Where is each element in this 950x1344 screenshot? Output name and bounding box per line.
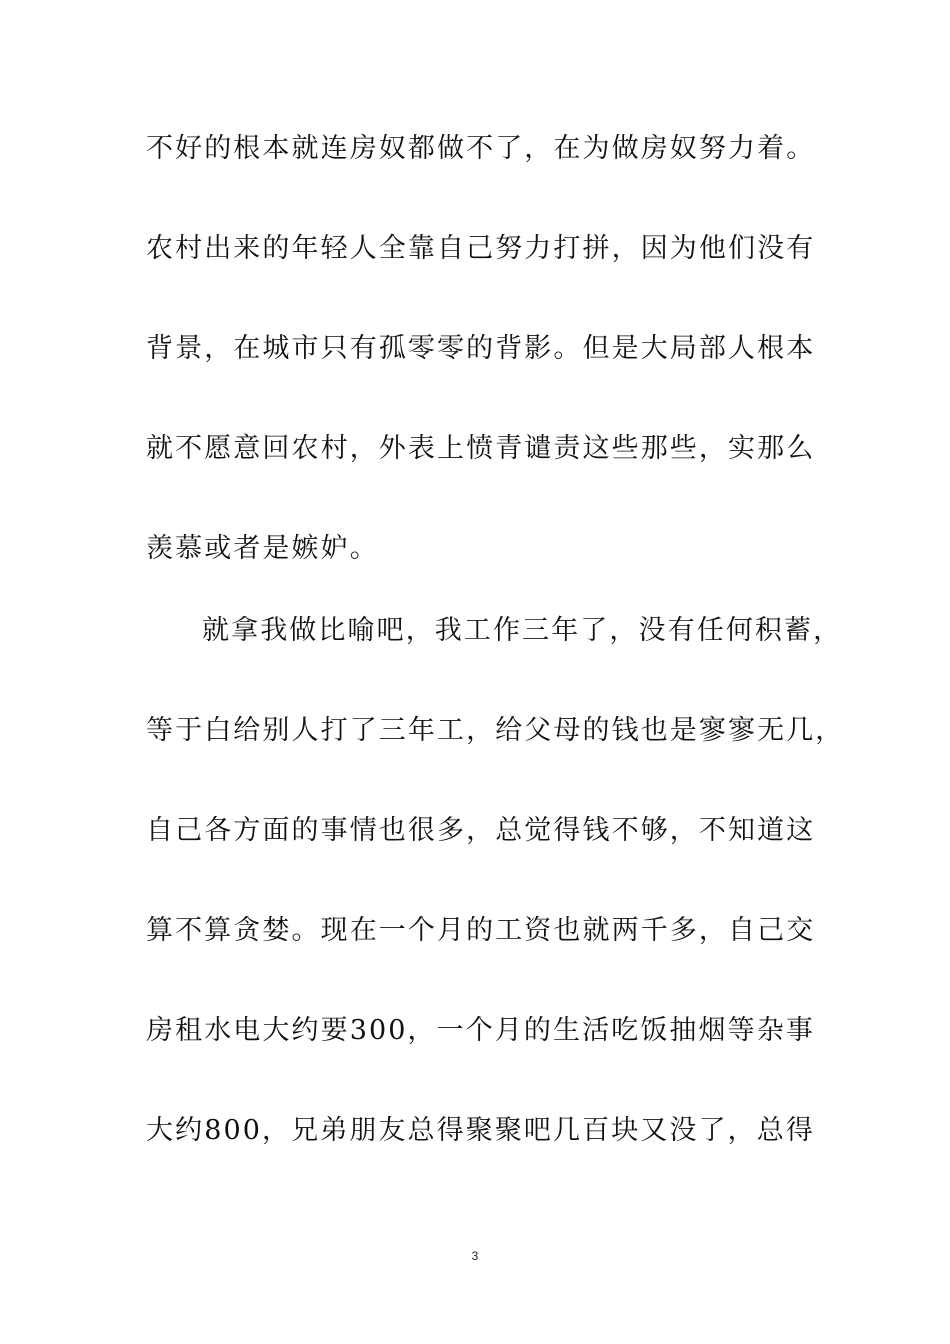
text-line-9: 算不算贪婪。现在一个月的工资也就两千多，自己交 (146, 915, 816, 946)
text-line-8: 自己各方面的事情也很多，总觉得钱不够，不知道这 (146, 815, 816, 846)
text-line-2: 农村出来的年轻人全靠自己努力打拼，因为他们没有 (146, 233, 816, 264)
text-line-11: 大约800，兄弟朋友总得聚聚吧几百块又没了，总得 (146, 1115, 815, 1146)
text-line-10: 房租水电大约要300，一个月的生活吃饭抽烟等杂事 (146, 1015, 815, 1046)
text-line-3: 背景，在城市只有孤零零的背影。但是大局部人根本 (146, 333, 816, 364)
text-line-4: 就不愿意回农村，外表上愤青谴责这些那些，实那么 (146, 433, 816, 464)
page-number: 3 (471, 1249, 479, 1263)
text-line-7: 等于白给别人打了三年工，给父母的钱也是寥寥无几， (146, 715, 845, 746)
text-line-5: 羡慕或者是嫉妒。 (146, 533, 379, 564)
paragraph-first-line: 就拿我做比喻吧，我工作三年了，没有任何积蓄， (202, 615, 843, 646)
text-line-1: 不好的根本就连房奴都做不了，在为做房奴努力着。 (146, 133, 816, 164)
